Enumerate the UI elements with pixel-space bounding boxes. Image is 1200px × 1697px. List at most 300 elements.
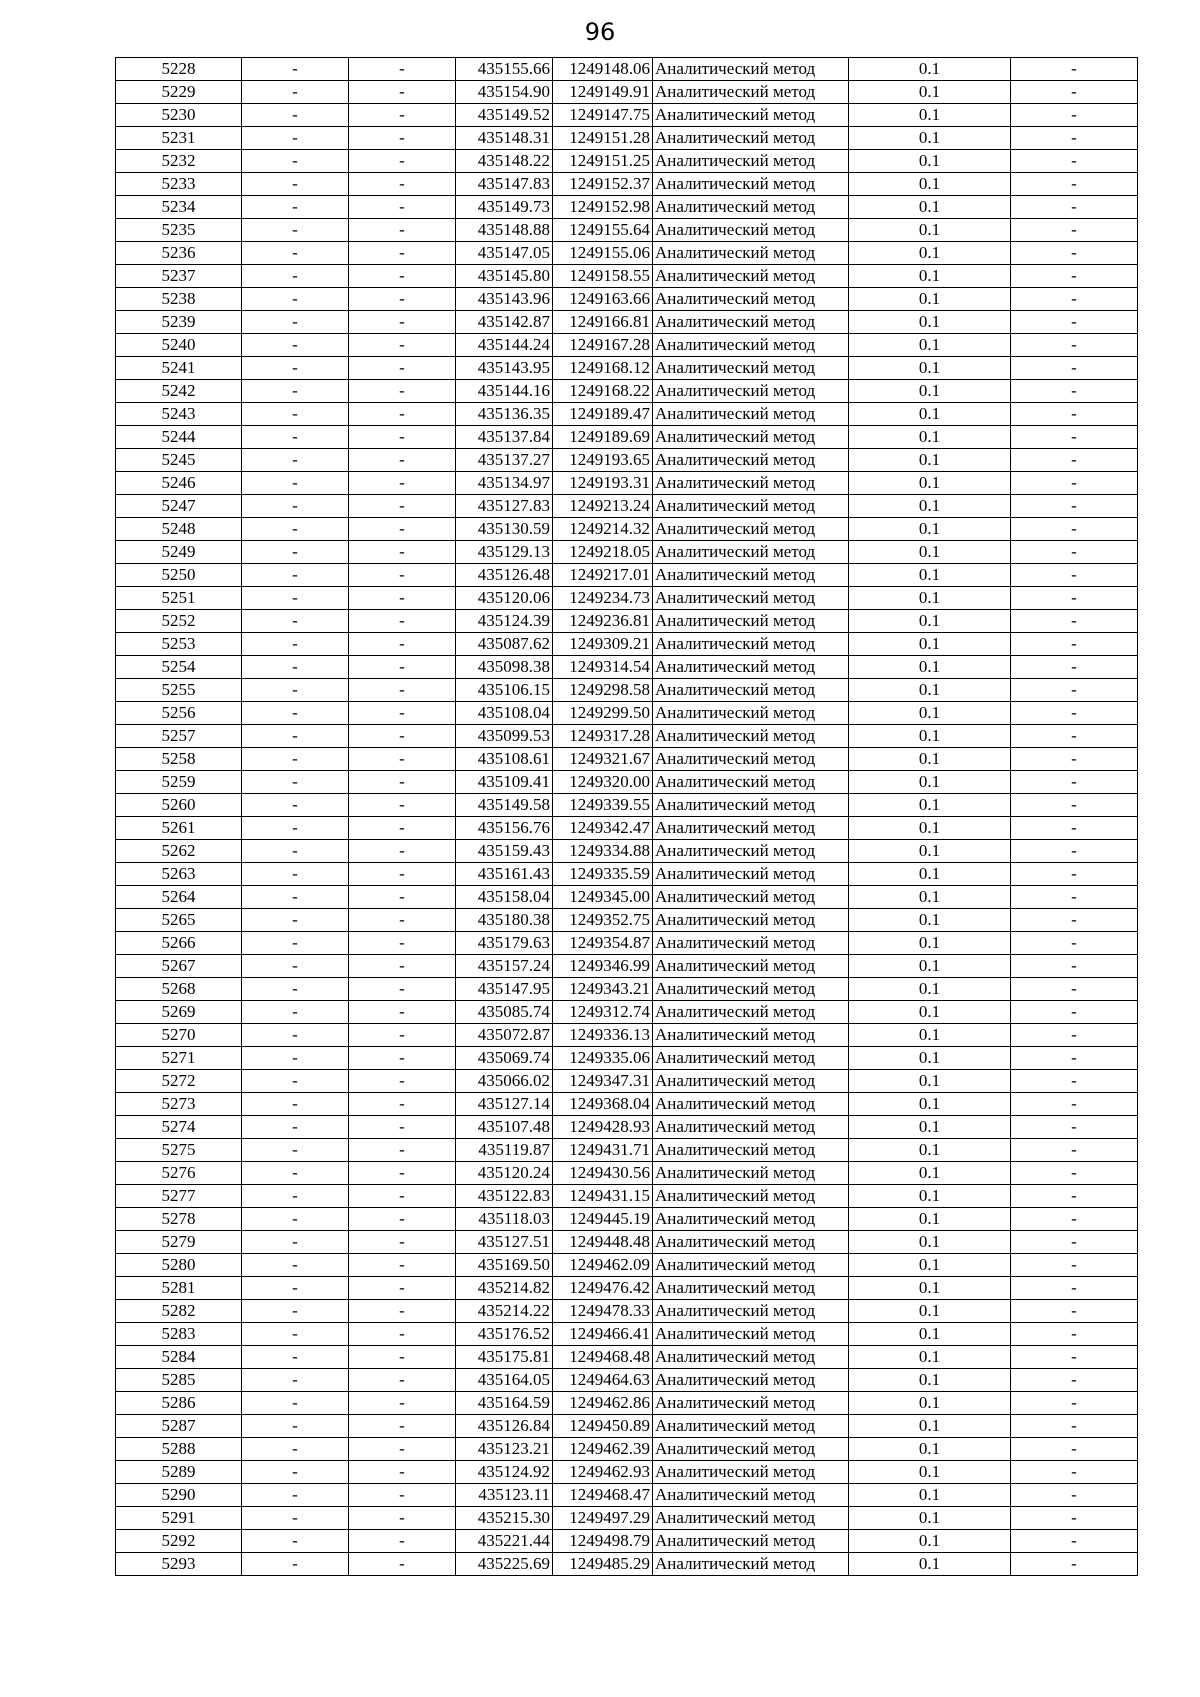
x-coordinate-cell: 435155.66	[456, 58, 553, 81]
y-coordinate-cell: 1249462.93	[553, 1461, 653, 1484]
empty-cell: -	[242, 656, 349, 679]
point-number-cell: 5243	[116, 403, 242, 426]
empty-cell: -	[242, 794, 349, 817]
table-row	[116, 173, 1138, 196]
point-number-cell: 5228	[116, 58, 242, 81]
empty-cell: -	[349, 403, 456, 426]
accuracy-cell: 0.1	[849, 1553, 1011, 1576]
empty-cell: -	[242, 472, 349, 495]
empty-cell: -	[242, 357, 349, 380]
method-cell: Аналитический метод	[653, 1231, 849, 1254]
empty-cell: -	[242, 1461, 349, 1484]
point-number-cell: 5252	[116, 610, 242, 633]
empty-cell: -	[349, 288, 456, 311]
empty-cell: -	[349, 1001, 456, 1024]
method-cell: Аналитический метод	[653, 1047, 849, 1070]
x-coordinate-cell: 435085.74	[456, 1001, 553, 1024]
x-coordinate-cell: 435119.87	[456, 1139, 553, 1162]
y-coordinate-cell: 1249336.13	[553, 1024, 653, 1047]
point-number-cell: 5290	[116, 1484, 242, 1507]
table-row	[116, 150, 1138, 173]
empty-cell: -	[349, 1461, 456, 1484]
empty-cell: -	[242, 1162, 349, 1185]
method-cell: Аналитический метод	[653, 1530, 849, 1553]
x-coordinate-cell: 435069.74	[456, 1047, 553, 1070]
empty-cell: -	[349, 380, 456, 403]
y-coordinate-cell: 1249193.31	[553, 472, 653, 495]
x-coordinate-cell: 435214.82	[456, 1277, 553, 1300]
accuracy-cell: 0.1	[849, 518, 1011, 541]
empty-cell: -	[242, 219, 349, 242]
accuracy-cell: 0.1	[849, 1139, 1011, 1162]
accuracy-cell: 0.1	[849, 81, 1011, 104]
empty-cell: -	[242, 127, 349, 150]
point-number-cell: 5282	[116, 1300, 242, 1323]
y-coordinate-cell: 1249478.33	[553, 1300, 653, 1323]
empty-cell: -	[242, 886, 349, 909]
table-row	[116, 1047, 1138, 1070]
x-coordinate-cell: 435124.39	[456, 610, 553, 633]
note-cell: -	[1011, 771, 1138, 794]
accuracy-cell: 0.1	[849, 1461, 1011, 1484]
empty-cell: -	[242, 104, 349, 127]
note-cell: -	[1011, 587, 1138, 610]
x-coordinate-cell: 435221.44	[456, 1530, 553, 1553]
empty-cell: -	[349, 472, 456, 495]
x-coordinate-cell: 435122.83	[456, 1185, 553, 1208]
empty-cell: -	[349, 978, 456, 1001]
empty-cell: -	[242, 449, 349, 472]
y-coordinate-cell: 1249497.29	[553, 1507, 653, 1530]
accuracy-cell: 0.1	[849, 150, 1011, 173]
method-cell: Аналитический метод	[653, 380, 849, 403]
y-coordinate-cell: 1249321.67	[553, 748, 653, 771]
y-coordinate-cell: 1249317.28	[553, 725, 653, 748]
accuracy-cell: 0.1	[849, 311, 1011, 334]
empty-cell: -	[349, 219, 456, 242]
accuracy-cell: 0.1	[849, 794, 1011, 817]
empty-cell: -	[349, 725, 456, 748]
note-cell: -	[1011, 357, 1138, 380]
method-cell: Аналитический метод	[653, 863, 849, 886]
y-coordinate-cell: 1249335.59	[553, 863, 653, 886]
method-cell: Аналитический метод	[653, 265, 849, 288]
x-coordinate-cell: 435106.15	[456, 679, 553, 702]
empty-cell: -	[349, 679, 456, 702]
empty-cell: -	[349, 81, 456, 104]
accuracy-cell: 0.1	[849, 863, 1011, 886]
x-coordinate-cell: 435127.51	[456, 1231, 553, 1254]
empty-cell: -	[349, 449, 456, 472]
accuracy-cell: 0.1	[849, 1323, 1011, 1346]
y-coordinate-cell: 1249485.29	[553, 1553, 653, 1576]
y-coordinate-cell: 1249450.89	[553, 1415, 653, 1438]
x-coordinate-cell: 435120.24	[456, 1162, 553, 1185]
note-cell: -	[1011, 610, 1138, 633]
empty-cell: -	[349, 564, 456, 587]
note-cell: -	[1011, 1047, 1138, 1070]
method-cell: Аналитический метод	[653, 1093, 849, 1116]
x-coordinate-cell: 435145.80	[456, 265, 553, 288]
empty-cell: -	[242, 426, 349, 449]
table-row	[116, 748, 1138, 771]
table-row	[116, 541, 1138, 564]
empty-cell: -	[349, 1323, 456, 1346]
coordinates-table	[115, 57, 1138, 1576]
y-coordinate-cell: 1249151.28	[553, 127, 653, 150]
method-cell: Аналитический метод	[653, 978, 849, 1001]
y-coordinate-cell: 1249428.93	[553, 1116, 653, 1139]
method-cell: Аналитический метод	[653, 1438, 849, 1461]
table-row	[116, 1185, 1138, 1208]
point-number-cell: 5264	[116, 886, 242, 909]
accuracy-cell: 0.1	[849, 1484, 1011, 1507]
empty-cell: -	[242, 150, 349, 173]
empty-cell: -	[349, 1231, 456, 1254]
point-number-cell: 5285	[116, 1369, 242, 1392]
point-number-cell: 5266	[116, 932, 242, 955]
note-cell: -	[1011, 1024, 1138, 1047]
point-number-cell: 5283	[116, 1323, 242, 1346]
method-cell: Аналитический метод	[653, 656, 849, 679]
table-body	[116, 58, 1138, 1576]
empty-cell: -	[349, 1162, 456, 1185]
y-coordinate-cell: 1249368.04	[553, 1093, 653, 1116]
note-cell: -	[1011, 1553, 1138, 1576]
note-cell: -	[1011, 1392, 1138, 1415]
x-coordinate-cell: 435158.04	[456, 886, 553, 909]
table-row	[116, 955, 1138, 978]
point-number-cell: 5248	[116, 518, 242, 541]
table-row	[116, 219, 1138, 242]
accuracy-cell: 0.1	[849, 1300, 1011, 1323]
accuracy-cell: 0.1	[849, 196, 1011, 219]
note-cell: -	[1011, 886, 1138, 909]
note-cell: -	[1011, 1484, 1138, 1507]
x-coordinate-cell: 435108.61	[456, 748, 553, 771]
method-cell: Аналитический метод	[653, 633, 849, 656]
table-row	[116, 564, 1138, 587]
y-coordinate-cell: 1249213.24	[553, 495, 653, 518]
x-coordinate-cell: 435214.22	[456, 1300, 553, 1323]
point-number-cell: 5293	[116, 1553, 242, 1576]
empty-cell: -	[242, 1254, 349, 1277]
y-coordinate-cell: 1249339.55	[553, 794, 653, 817]
table-row	[116, 1415, 1138, 1438]
x-coordinate-cell: 435087.62	[456, 633, 553, 656]
method-cell: Аналитический метод	[653, 932, 849, 955]
point-number-cell: 5251	[116, 587, 242, 610]
empty-cell: -	[242, 1001, 349, 1024]
x-coordinate-cell: 435126.48	[456, 564, 553, 587]
method-cell: Аналитический метод	[653, 1300, 849, 1323]
empty-cell: -	[349, 955, 456, 978]
empty-cell: -	[349, 1047, 456, 1070]
point-number-cell: 5261	[116, 817, 242, 840]
empty-cell: -	[242, 196, 349, 219]
method-cell: Аналитический метод	[653, 817, 849, 840]
table-row	[116, 1484, 1138, 1507]
method-cell: Аналитический метод	[653, 449, 849, 472]
table-row	[116, 1116, 1138, 1139]
point-number-cell: 5230	[116, 104, 242, 127]
method-cell: Аналитический метод	[653, 748, 849, 771]
point-number-cell: 5269	[116, 1001, 242, 1024]
note-cell: -	[1011, 518, 1138, 541]
note-cell: -	[1011, 932, 1138, 955]
accuracy-cell: 0.1	[849, 1415, 1011, 1438]
table-row	[116, 81, 1138, 104]
x-coordinate-cell: 435142.87	[456, 311, 553, 334]
accuracy-cell: 0.1	[849, 380, 1011, 403]
y-coordinate-cell: 1249168.22	[553, 380, 653, 403]
note-cell: -	[1011, 58, 1138, 81]
point-number-cell: 5257	[116, 725, 242, 748]
note-cell: -	[1011, 242, 1138, 265]
y-coordinate-cell: 1249214.32	[553, 518, 653, 541]
point-number-cell: 5289	[116, 1461, 242, 1484]
accuracy-cell: 0.1	[849, 403, 1011, 426]
note-cell: -	[1011, 1070, 1138, 1093]
method-cell: Аналитический метод	[653, 1162, 849, 1185]
y-coordinate-cell: 1249166.81	[553, 311, 653, 334]
y-coordinate-cell: 1249498.79	[553, 1530, 653, 1553]
x-coordinate-cell: 435144.16	[456, 380, 553, 403]
accuracy-cell: 0.1	[849, 1530, 1011, 1553]
method-cell: Аналитический метод	[653, 104, 849, 127]
empty-cell: -	[242, 564, 349, 587]
note-cell: -	[1011, 794, 1138, 817]
x-coordinate-cell: 435109.41	[456, 771, 553, 794]
empty-cell: -	[349, 1507, 456, 1530]
point-number-cell: 5287	[116, 1415, 242, 1438]
x-coordinate-cell: 435225.69	[456, 1553, 553, 1576]
note-cell: -	[1011, 380, 1138, 403]
empty-cell: -	[349, 173, 456, 196]
page-number: 96	[584, 18, 616, 46]
y-coordinate-cell: 1249462.86	[553, 1392, 653, 1415]
y-coordinate-cell: 1249158.55	[553, 265, 653, 288]
method-cell: Аналитический метод	[653, 1185, 849, 1208]
x-coordinate-cell: 435144.24	[456, 334, 553, 357]
note-cell: -	[1011, 1208, 1138, 1231]
table-row	[116, 495, 1138, 518]
y-coordinate-cell: 1249148.06	[553, 58, 653, 81]
empty-cell: -	[349, 1392, 456, 1415]
table-row	[116, 1507, 1138, 1530]
method-cell: Аналитический метод	[653, 725, 849, 748]
table-row	[116, 1346, 1138, 1369]
method-cell: Аналитический метод	[653, 1139, 849, 1162]
empty-cell: -	[242, 288, 349, 311]
accuracy-cell: 0.1	[849, 1369, 1011, 1392]
table-row	[116, 426, 1138, 449]
accuracy-cell: 0.1	[849, 1231, 1011, 1254]
table-row	[116, 909, 1138, 932]
table-row	[116, 679, 1138, 702]
accuracy-cell: 0.1	[849, 1507, 1011, 1530]
table-row	[116, 771, 1138, 794]
empty-cell: -	[242, 518, 349, 541]
note-cell: -	[1011, 288, 1138, 311]
accuracy-cell: 0.1	[849, 748, 1011, 771]
empty-cell: -	[242, 1070, 349, 1093]
y-coordinate-cell: 1249462.09	[553, 1254, 653, 1277]
x-coordinate-cell: 435147.95	[456, 978, 553, 1001]
method-cell: Аналитический метод	[653, 196, 849, 219]
note-cell: -	[1011, 633, 1138, 656]
note-cell: -	[1011, 955, 1138, 978]
note-cell: -	[1011, 449, 1138, 472]
method-cell: Аналитический метод	[653, 1346, 849, 1369]
note-cell: -	[1011, 702, 1138, 725]
table-row	[116, 610, 1138, 633]
table-row	[116, 58, 1138, 81]
x-coordinate-cell: 435143.96	[456, 288, 553, 311]
table-row	[116, 587, 1138, 610]
point-number-cell: 5270	[116, 1024, 242, 1047]
point-number-cell: 5250	[116, 564, 242, 587]
table-row	[116, 1369, 1138, 1392]
note-cell: -	[1011, 679, 1138, 702]
x-coordinate-cell: 435099.53	[456, 725, 553, 748]
empty-cell: -	[349, 242, 456, 265]
y-coordinate-cell: 1249335.06	[553, 1047, 653, 1070]
table-row	[116, 380, 1138, 403]
x-coordinate-cell: 435157.24	[456, 955, 553, 978]
empty-cell: -	[242, 610, 349, 633]
y-coordinate-cell: 1249342.47	[553, 817, 653, 840]
table-row	[116, 725, 1138, 748]
note-cell: -	[1011, 426, 1138, 449]
accuracy-cell: 0.1	[849, 817, 1011, 840]
method-cell: Аналитический метод	[653, 495, 849, 518]
accuracy-cell: 0.1	[849, 1047, 1011, 1070]
empty-cell: -	[349, 150, 456, 173]
empty-cell: -	[242, 1277, 349, 1300]
empty-cell: -	[349, 311, 456, 334]
y-coordinate-cell: 1249163.66	[553, 288, 653, 311]
method-cell: Аналитический метод	[653, 58, 849, 81]
y-coordinate-cell: 1249234.73	[553, 587, 653, 610]
y-coordinate-cell: 1249167.28	[553, 334, 653, 357]
y-coordinate-cell: 1249466.41	[553, 1323, 653, 1346]
note-cell: -	[1011, 817, 1138, 840]
method-cell: Аналитический метод	[653, 150, 849, 173]
y-coordinate-cell: 1249217.01	[553, 564, 653, 587]
y-coordinate-cell: 1249468.48	[553, 1346, 653, 1369]
empty-cell: -	[242, 1116, 349, 1139]
note-cell: -	[1011, 1507, 1138, 1530]
y-coordinate-cell: 1249298.58	[553, 679, 653, 702]
table-row	[116, 817, 1138, 840]
x-coordinate-cell: 435124.92	[456, 1461, 553, 1484]
table-row	[116, 1300, 1138, 1323]
point-number-cell: 5278	[116, 1208, 242, 1231]
method-cell: Аналитический метод	[653, 541, 849, 564]
y-coordinate-cell: 1249309.21	[553, 633, 653, 656]
method-cell: Аналитический метод	[653, 518, 849, 541]
method-cell: Аналитический метод	[653, 886, 849, 909]
empty-cell: -	[349, 932, 456, 955]
accuracy-cell: 0.1	[849, 127, 1011, 150]
y-coordinate-cell: 1249347.31	[553, 1070, 653, 1093]
accuracy-cell: 0.1	[849, 449, 1011, 472]
y-coordinate-cell: 1249151.25	[553, 150, 653, 173]
empty-cell: -	[242, 1300, 349, 1323]
empty-cell: -	[349, 1553, 456, 1576]
accuracy-cell: 0.1	[849, 104, 1011, 127]
table-row	[116, 978, 1138, 1001]
point-number-cell: 5259	[116, 771, 242, 794]
table-row	[116, 1093, 1138, 1116]
note-cell: -	[1011, 1185, 1138, 1208]
method-cell: Аналитический метод	[653, 1254, 849, 1277]
table-row	[116, 403, 1138, 426]
empty-cell: -	[349, 633, 456, 656]
empty-cell: -	[349, 817, 456, 840]
point-number-cell: 5247	[116, 495, 242, 518]
accuracy-cell: 0.1	[849, 840, 1011, 863]
accuracy-cell: 0.1	[849, 564, 1011, 587]
x-coordinate-cell: 435148.22	[456, 150, 553, 173]
point-number-cell: 5271	[116, 1047, 242, 1070]
note-cell: -	[1011, 1438, 1138, 1461]
method-cell: Аналитический метод	[653, 794, 849, 817]
table-row	[116, 1001, 1138, 1024]
empty-cell: -	[349, 1484, 456, 1507]
method-cell: Аналитический метод	[653, 311, 849, 334]
accuracy-cell: 0.1	[849, 909, 1011, 932]
note-cell: -	[1011, 472, 1138, 495]
accuracy-cell: 0.1	[849, 679, 1011, 702]
empty-cell: -	[349, 1369, 456, 1392]
accuracy-cell: 0.1	[849, 932, 1011, 955]
empty-cell: -	[242, 725, 349, 748]
y-coordinate-cell: 1249334.88	[553, 840, 653, 863]
note-cell: -	[1011, 1139, 1138, 1162]
x-coordinate-cell: 435154.90	[456, 81, 553, 104]
empty-cell: -	[242, 702, 349, 725]
y-coordinate-cell: 1249152.98	[553, 196, 653, 219]
empty-cell: -	[349, 1415, 456, 1438]
accuracy-cell: 0.1	[849, 1392, 1011, 1415]
note-cell: -	[1011, 656, 1138, 679]
x-coordinate-cell: 435143.95	[456, 357, 553, 380]
method-cell: Аналитический метод	[653, 587, 849, 610]
note-cell: -	[1011, 1116, 1138, 1139]
accuracy-cell: 0.1	[849, 702, 1011, 725]
point-number-cell: 5236	[116, 242, 242, 265]
point-number-cell: 5268	[116, 978, 242, 1001]
x-coordinate-cell: 435161.43	[456, 863, 553, 886]
y-coordinate-cell: 1249354.87	[553, 932, 653, 955]
y-coordinate-cell: 1249155.64	[553, 219, 653, 242]
empty-cell: -	[242, 380, 349, 403]
note-cell: -	[1011, 265, 1138, 288]
y-coordinate-cell: 1249236.81	[553, 610, 653, 633]
method-cell: Аналитический метод	[653, 334, 849, 357]
accuracy-cell: 0.1	[849, 633, 1011, 656]
note-cell: -	[1011, 1530, 1138, 1553]
y-coordinate-cell: 1249189.69	[553, 426, 653, 449]
note-cell: -	[1011, 1300, 1138, 1323]
y-coordinate-cell: 1249155.06	[553, 242, 653, 265]
method-cell: Аналитический метод	[653, 1392, 849, 1415]
y-coordinate-cell: 1249445.19	[553, 1208, 653, 1231]
method-cell: Аналитический метод	[653, 955, 849, 978]
empty-cell: -	[349, 1300, 456, 1323]
